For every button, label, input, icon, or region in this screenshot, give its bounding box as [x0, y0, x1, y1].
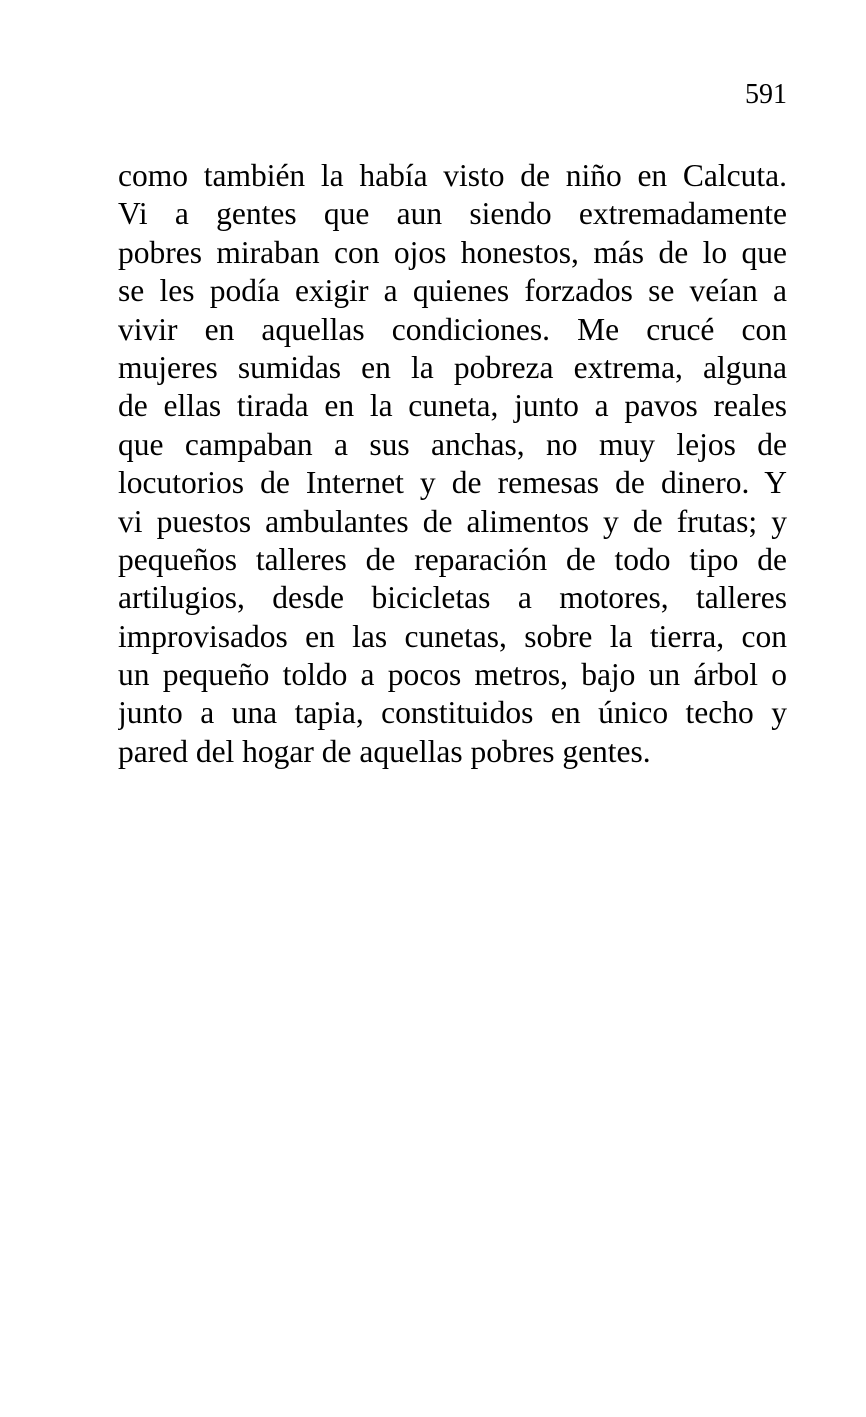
text-line: pequeños talleres de reparación de todo tipo de [118, 541, 787, 577]
text-line: junto a una tapia, constituidos en único techo y [118, 695, 787, 731]
text-line-last: pared del hogar de aquellas pobres gentes. [118, 733, 651, 769]
text-line: improvisados en las cunetas, sobre la tierra, con [118, 618, 787, 654]
text-line: que campaban a sus anchas, no muy lejos de [118, 426, 787, 462]
page-number: 591 [745, 79, 787, 110]
text-line: vi puestos ambulantes de alimentos y de frutas; y [118, 503, 787, 539]
text-line: mujeres sumidas en la pobreza extrema, alguna [118, 349, 787, 385]
text-line: se les podía exigir a quienes forzados se veían a [118, 273, 787, 309]
body-paragraph [118, 157, 787, 771]
text-line: pobres miraban con ojos honestos, más de lo que [118, 234, 787, 270]
text-line: vivir en aquellas condiciones. Me crucé con [118, 311, 787, 347]
text-line: como también la había visto de niño en Calcuta. [118, 158, 787, 193]
text-line: Vi a gentes que aun siendo extremadamente [118, 196, 787, 232]
text-line: un pequeño toldo a pocos metros, bajo un árbol o [118, 657, 787, 693]
text-line: de ellas tirada en la cuneta, junto a pavos reales [118, 388, 787, 424]
text-line: locutorios de Internet y de remesas de dinero. Y [118, 465, 787, 501]
text-line: artilugios, desde bicicletas a motores, talleres [118, 580, 787, 616]
